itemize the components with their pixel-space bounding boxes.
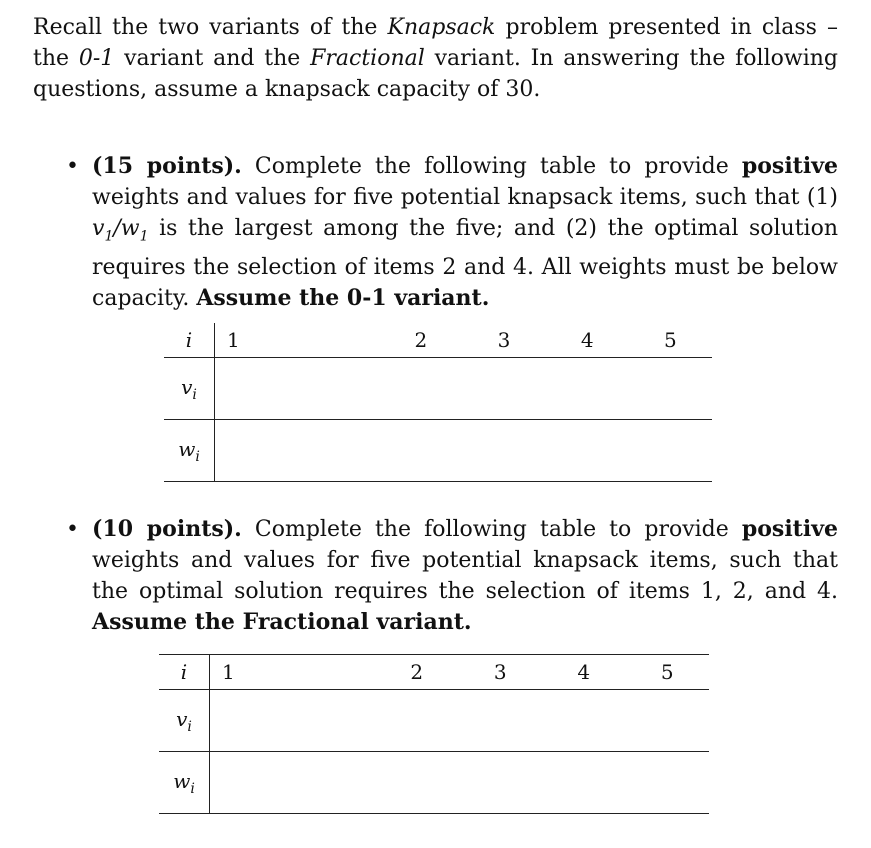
table-1-v-cells[interactable] <box>215 358 713 420</box>
table-2-v-label: $v_i$ <box>159 690 210 752</box>
q1-points: (15 points). <box>92 153 242 179</box>
table-2-col-4: 4 <box>542 655 626 690</box>
table-2-values-row <box>159 690 709 752</box>
q2-points: (10 points). <box>92 516 242 542</box>
table-1-col-3: 3 <box>462 323 545 358</box>
q1-text-1: Complete the following table to provide <box>241 154 742 179</box>
table-1-w-label: $w_i$ <box>164 420 215 482</box>
table-2-weights-row <box>159 752 709 814</box>
intro-text-4: variant. In answering the following questions, assume a knapsack capacity of 30. <box>33 46 838 102</box>
table-1-weights-row <box>164 420 712 482</box>
table-1-col-1: 1 <box>215 323 380 358</box>
q2-text-1: Complete the following table to provide <box>241 517 742 542</box>
intro-variant-01: 0-1 <box>78 46 115 71</box>
table-1-header-i: i <box>164 323 215 358</box>
table-2-header-i: i <box>159 655 210 690</box>
table-2-w-label: $w_i$ <box>159 752 210 814</box>
q1-text-3: is the largest among the five; and (2) the optimal solution requires the selection of items 2 and 4. All weights must be below capacity. <box>92 216 838 312</box>
intro-text-2: problem presented in class – the <box>33 15 838 71</box>
table-1-w-cells[interactable] <box>215 420 713 482</box>
intro-paragraph <box>33 12 838 105</box>
intro-text-1: Recall the two variants of the <box>33 15 388 40</box>
q1-ratio: $v_1/w_1$ <box>92 216 149 245</box>
q2-text-2: weights and values for five potential knapsack items, such that the optimal solution requires the selection of items 1, 2, and 4. <box>92 548 838 604</box>
q2-positive: positive <box>741 516 838 542</box>
q1-assume: Assume the 0-1 variant. <box>196 285 490 312</box>
table-2-col-3: 3 <box>458 655 542 690</box>
question-2 <box>92 514 838 638</box>
table-1-col-2: 2 <box>379 323 462 358</box>
intro-fractional: Fractional <box>310 46 425 71</box>
bullet-1: • <box>66 154 79 179</box>
intro-text-3: variant and the <box>114 46 311 71</box>
table-1-col-5: 5 <box>629 323 712 358</box>
table-2-col-2: 2 <box>375 655 459 690</box>
table-2-v-cells[interactable] <box>210 690 710 752</box>
table-1-header-row <box>164 323 712 358</box>
table-1 <box>164 323 712 482</box>
table-2 <box>159 654 709 814</box>
table-1-values-row <box>164 358 712 420</box>
bullet-2: • <box>66 517 79 542</box>
q1-text-2: weights and values for five potential knapsack items, such that (1) <box>92 185 838 210</box>
table-2-col-1: 1 <box>210 655 375 690</box>
table-1-col-4: 4 <box>546 323 629 358</box>
table-1-v-label: $v_i$ <box>164 358 215 420</box>
q1-positive: positive <box>741 153 838 179</box>
table-2-col-5: 5 <box>625 655 709 690</box>
table-2-w-cells[interactable] <box>210 752 710 814</box>
table-2-header-row <box>159 655 709 690</box>
question-1 <box>92 151 838 314</box>
intro-knapsack: Knapsack <box>387 15 496 40</box>
q2-assume: Assume the Fractional variant. <box>92 609 472 635</box>
